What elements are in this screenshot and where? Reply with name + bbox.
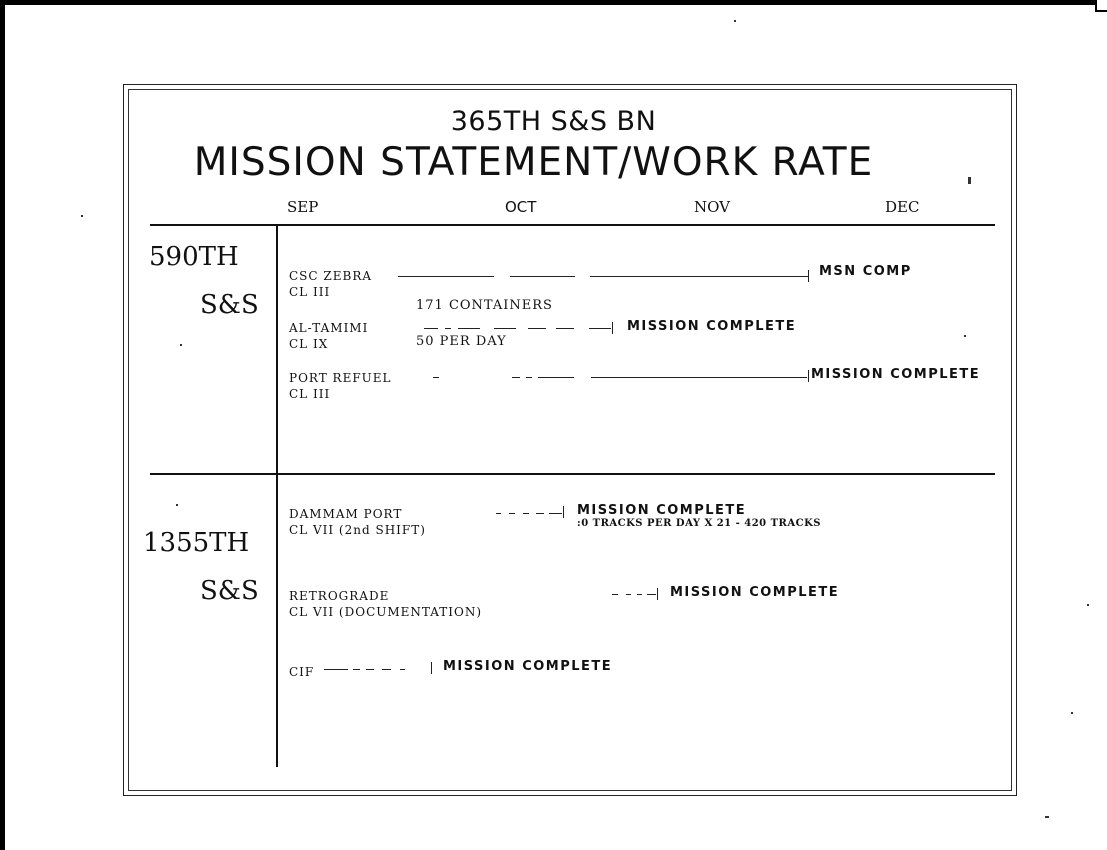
timeline-segment	[512, 377, 520, 378]
task-name: RETROGRADE	[289, 589, 390, 603]
month-sep: SEP	[287, 198, 319, 216]
task-note: 50 PER DAY	[416, 334, 507, 349]
timeline-segment	[366, 669, 374, 670]
unit-title: 365TH S&S BN	[450, 106, 657, 137]
timeline-end-tick	[612, 322, 613, 334]
task-class: CL VII (2nd SHIFT)	[289, 523, 426, 537]
scan-speck	[81, 215, 83, 217]
timeline-segment	[590, 276, 808, 277]
timeline-end-tick	[808, 270, 809, 282]
scan-speck	[734, 20, 736, 22]
timeline-segment	[458, 328, 480, 329]
timeline-segment	[526, 377, 532, 378]
month-oct: OCT	[505, 198, 537, 216]
timeline-segment	[433, 377, 439, 378]
timeline-segment	[637, 594, 642, 595]
timeline-end-tick	[808, 370, 809, 382]
scan-speck	[968, 177, 971, 184]
task-name: CIF	[289, 665, 315, 679]
timeline-end-tick	[657, 588, 658, 600]
task-retrograde	[289, 588, 482, 620]
task-dammam-port	[289, 506, 426, 538]
timeline-segment	[523, 513, 529, 514]
task-al-tamimi	[289, 320, 368, 352]
timeline-segment	[528, 328, 546, 329]
timeline-segment	[536, 513, 544, 514]
section-divider	[150, 473, 995, 475]
timeline-segment	[612, 594, 618, 595]
unit-590th-line2: S&S	[200, 290, 259, 320]
unit-1355th-line2: S&S	[200, 576, 259, 606]
timeline-segment	[496, 513, 501, 514]
timeline-segment	[509, 513, 515, 514]
status-label: MISSION COMPLETE	[443, 659, 613, 674]
top-border	[0, 0, 1107, 5]
task-name: AL-TAMIMI	[289, 321, 369, 335]
status-label: MISSION COMPLETE	[627, 319, 797, 334]
scan-speck	[176, 504, 178, 506]
timeline-segment	[445, 328, 451, 329]
timeline-segment	[324, 669, 348, 670]
task-note: :0 TRACKS PER DAY X 21 - 420 TRACKS	[577, 518, 821, 529]
scan-speck	[1071, 712, 1073, 714]
scan-speck	[964, 335, 966, 337]
timeline-segment	[626, 594, 631, 595]
task-class: CL IX	[289, 337, 329, 351]
scan-speck	[180, 344, 182, 346]
timeline-segment	[424, 328, 438, 329]
scan-speck	[1087, 604, 1089, 606]
task-cif	[289, 664, 314, 680]
column-divider	[276, 226, 278, 767]
chart-frame	[123, 84, 1017, 796]
status-label: MSN COMP	[819, 264, 912, 279]
task-name: PORT REFUEL	[289, 371, 392, 385]
timeline-segment	[494, 328, 516, 329]
timeline-segment	[556, 328, 574, 329]
timeline-segment	[510, 276, 575, 277]
task-name: DAMMAM PORT	[289, 507, 403, 521]
task-class: CL VII (DOCUMENTATION)	[289, 605, 483, 619]
status-label: MISSION COMPLETE	[811, 367, 981, 382]
chart-frame-inner	[128, 89, 1012, 791]
timeline-segment	[591, 377, 807, 378]
timeline-segment	[549, 513, 562, 514]
timeline-segment	[538, 377, 574, 378]
timeline-segment	[589, 328, 611, 329]
unit-590th-line1: 590TH	[149, 242, 239, 272]
timeline-segment	[382, 669, 391, 670]
status-label: MISSION COMPLETE	[670, 585, 840, 600]
task-class: CL III	[289, 285, 331, 299]
scan-speck	[1045, 816, 1049, 818]
corner-mark	[1095, 0, 1107, 12]
status-label: MISSION COMPLETE	[577, 503, 747, 518]
page-title: MISSION STATEMENT/WORK RATE	[193, 140, 874, 185]
task-port-refuel	[289, 370, 392, 402]
task-note: 171 CONTAINERS	[416, 298, 553, 313]
timeline-end-tick	[431, 662, 432, 674]
task-name: CSC ZEBRA	[289, 269, 373, 283]
month-dec: DEC	[885, 198, 920, 216]
task-csc-zebra	[289, 268, 372, 300]
timeline-segment	[647, 594, 656, 595]
timeline-end-tick	[563, 506, 564, 518]
timeline-segment	[400, 669, 405, 670]
month-nov: NOV	[694, 198, 730, 216]
timeline-segment	[353, 669, 360, 670]
unit-1355th-line1: 1355TH	[143, 528, 250, 558]
timeline-segment	[398, 276, 494, 277]
task-class: CL III	[289, 387, 331, 401]
